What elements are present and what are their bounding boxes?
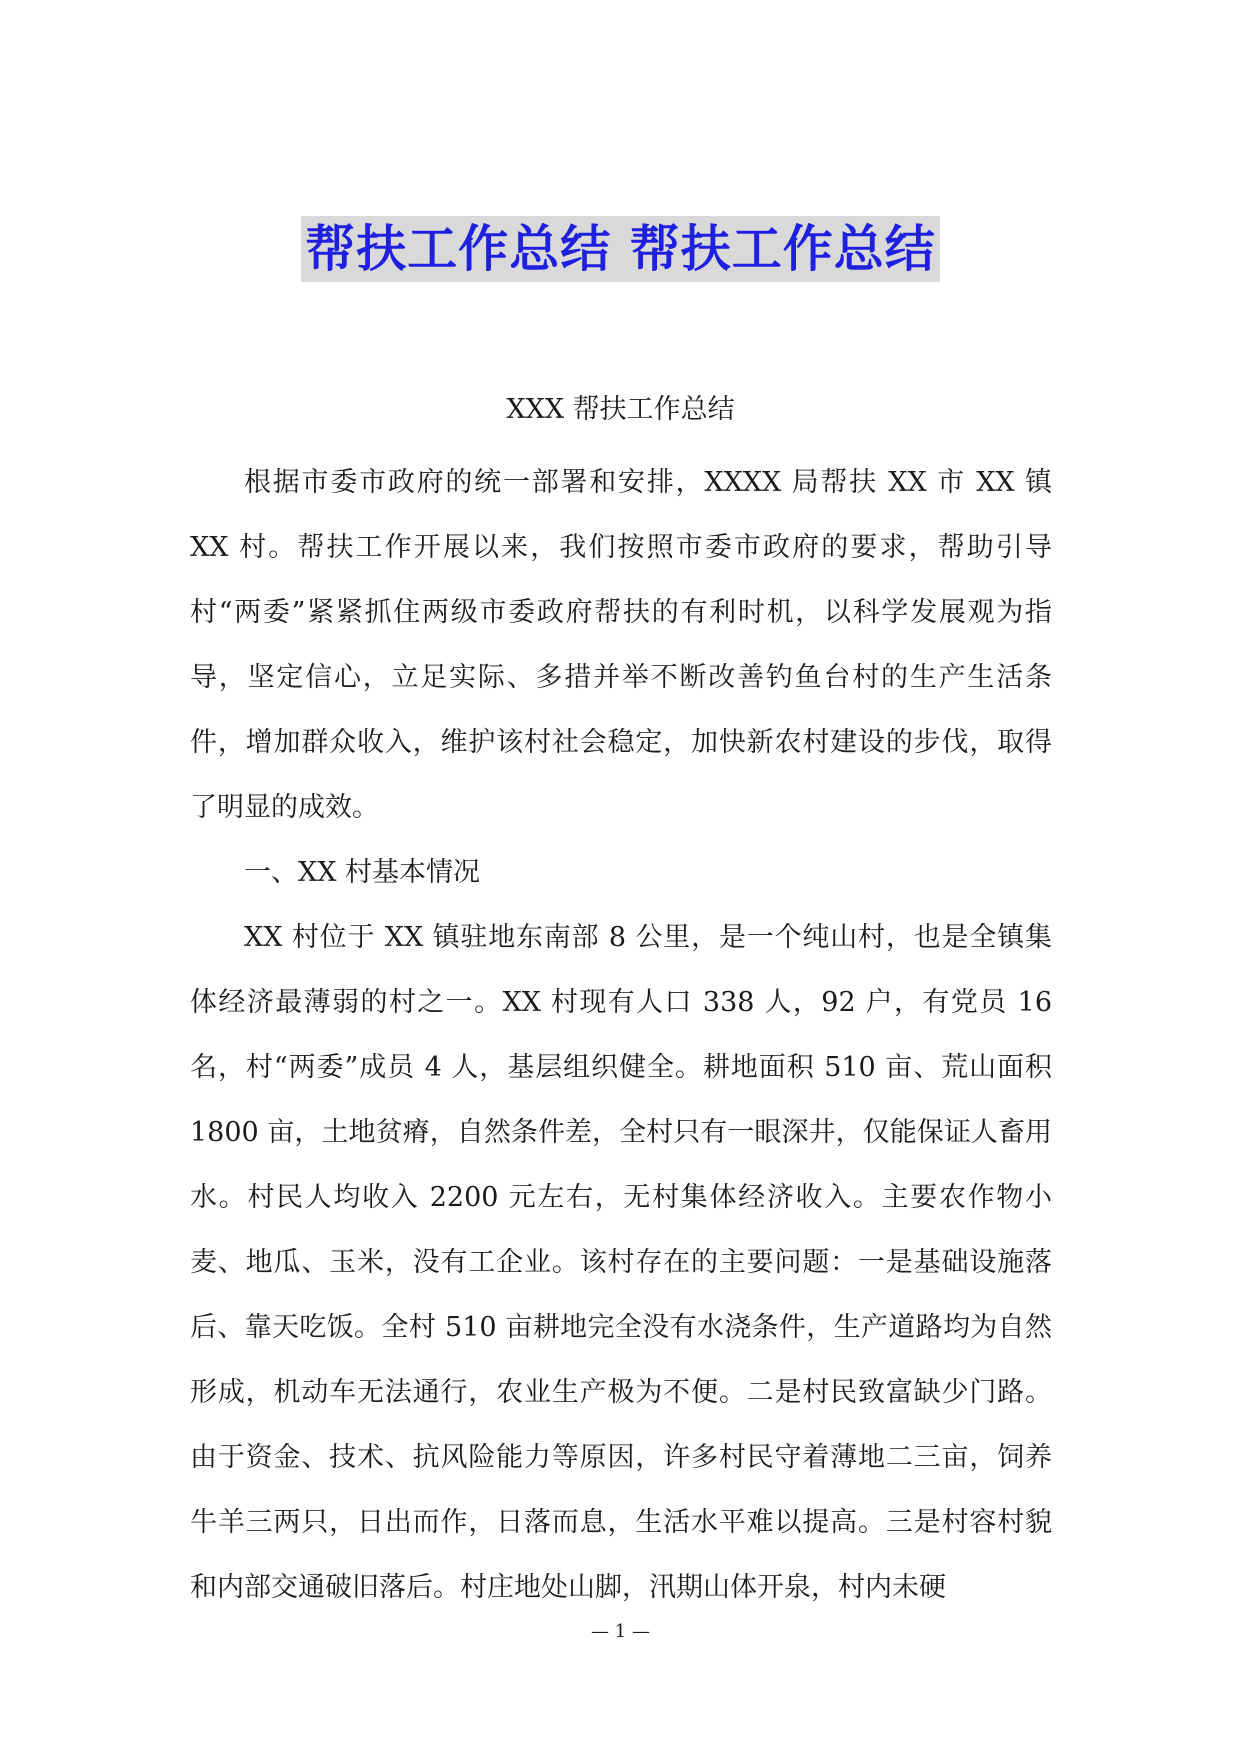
paragraph-basic-situation: XX 村位于 XX 镇驻地东南部 8 公里，是一个纯山村，也是全镇集体经济最薄弱的村之一。XX 村现有人口 338 人，92 户，有党员 16 名，村“两委”成员 4 人，基层组织健全。耕地面积 510 亩、荒山面积 1800 亩，土地贫瘠，自然条件差，全村只有一眼深井，仅能保证人畜用水。村民人均收入 2200 元左右，无村集体经济收入。主要农作物小麦、地瓜、玉米，没有工企业。该村存在的主要问题：一是基础设施落后、靠天吃饭。全村 510 亩耕地完全没有水浇条件，生产道路均为自然形成，机动车无法通行，农业生产极为不便。二是村民致富缺少门路。由于资金、技术、抗风险能力等原因，许多村民守着薄地二三亩，饲养牛羊三两只，日出而作，日落而息，生活水平难以提高。三是村容村貌和内部交通破旧落后。村庄地处山脚，汛期山体开泉，村内未硬 <box>190 922 1052 1603</box>
paragraph-intro: 根据市委市政府的统一部署和安排，XXXX 局帮扶 XX 市 XX 镇 XX 村。帮扶工作开展以来，我们按照市委市政府的要求，帮助引导村“两委”紧紧抓住两级市委政府帮扶的有利时机，以科学发展观为指导，坚定信心，立足实际、多措并举不断改善钓鱼台村的生产生活条件，增加群众收入，维护该村社会稳定，加快新农村建设的步伐，取得了明显的成效。 <box>190 467 1052 823</box>
title-container <box>0 216 1241 282</box>
page-number: — 1 — <box>591 1621 650 1642</box>
document-body <box>190 450 1052 1620</box>
section-heading: 一、XX 村基本情况 <box>244 857 481 888</box>
document-subtitle: XXX 帮扶工作总结 <box>506 394 735 425</box>
page-title: 帮扶工作总结 帮扶工作总结 <box>301 216 939 282</box>
